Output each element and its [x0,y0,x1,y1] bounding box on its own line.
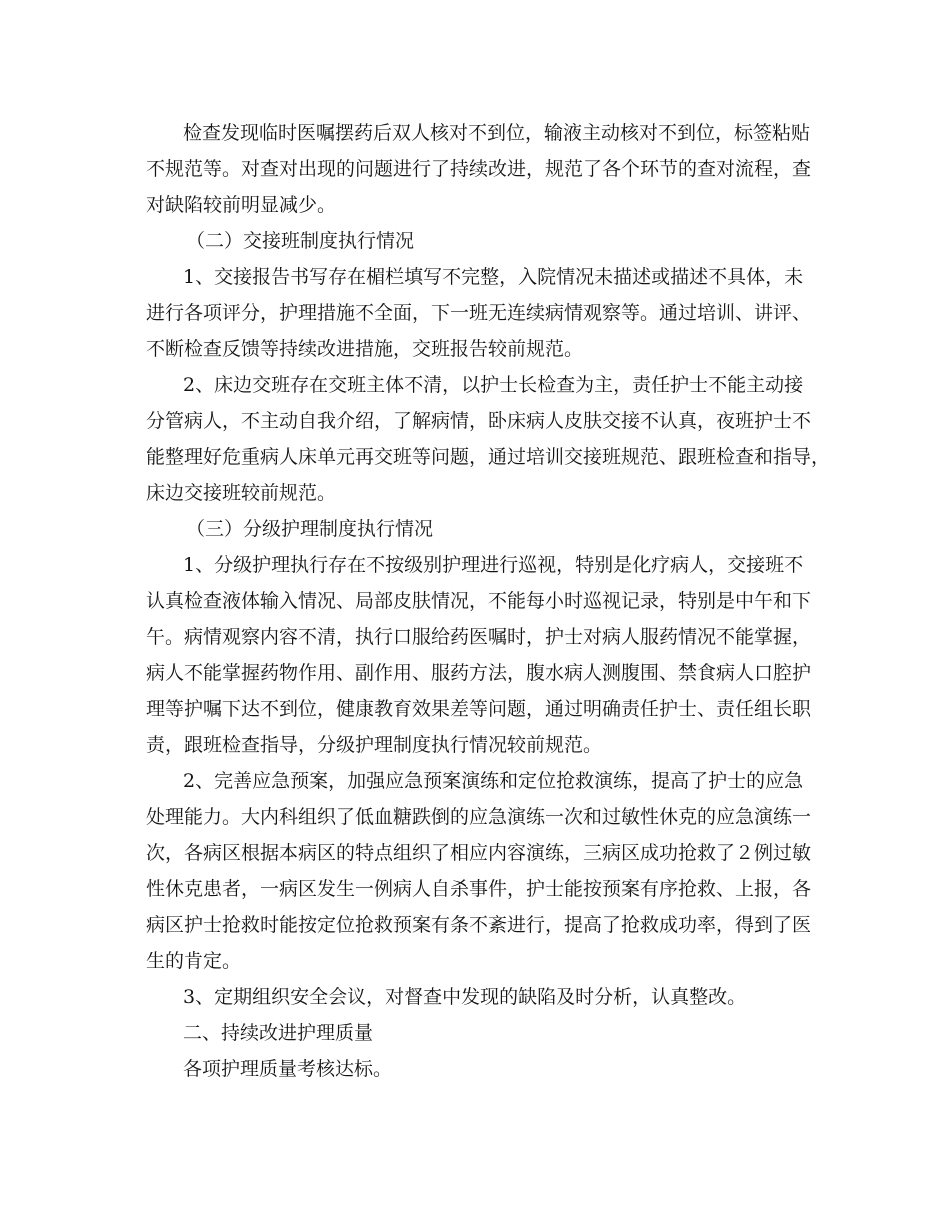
text-line: 床边交接班较前规范。 [146,482,337,504]
text-line: 生的肯定。 [146,950,242,972]
text-line: 午。病情观察内容不清，执行口服给药医嘱时，护士对病人服药情况不能掌握， [146,626,812,648]
text-line: 检查发现临时医嘱摆药后双人核对不到位，输液主动核对不到位，标签粘贴 [183,122,811,144]
text-line: 病人不能掌握药物作用、副作用、服药方法，腹水病人测腹围、禁食病人口腔护 [146,662,812,684]
text-line: 3、定期组织安全会议，对督查中发现的缺陷及时分析，认真整改。 [183,986,747,1008]
text-line: 病区护士抢救时能按定位抢救预案有条不紊进行，提高了抢救成功率，得到了医 [146,914,812,936]
text-line: 2、完善应急预案，加强应急预案演练和定位抢救演练，提高了护士的应急 [183,770,804,792]
text-line: 认真检查液体输入情况、局部皮肤情况，不能每小时巡视记录，特别是中午和下 [146,590,812,612]
text-line: 责，跟班检查指导，分级护理制度执行情况较前规范。 [146,734,603,756]
text-line: 不规范等。对查对出现的问题进行了持续改进，规范了各个环节的查对流程，查 [146,158,812,180]
text-line: 不断检查反馈等持续改进措施，交班报告较前规范。 [146,338,584,360]
text-line: 性休克患者，一病区发生一例病人自杀事件，护士能按预案有序抢救、上报，各 [146,878,812,900]
section-heading: 二、持续改进护理质量 [183,1022,374,1044]
text-line: 2、床边交班存在交班主体不清，以护士长检查为主，责任护士不能主动接 [183,374,804,396]
text-line: 能整理好危重病人床单元再交班等问题，通过培训交接班规范、跟班检查和指导， [146,446,831,468]
section-heading: （二）交接班制度执行情况 [186,230,415,252]
text-line: 各项护理质量考核达标。 [183,1058,393,1080]
section-heading: （三）分级护理制度执行情况 [186,518,434,540]
text-line: 分管病人，不主动自我介绍，了解病情，卧床病人皮肤交接不认真，夜班护士不 [146,410,812,432]
text-line: 1、分级护理执行存在不按级别护理进行巡视，特别是化疗病人，交接班不 [183,554,804,576]
text-line: 理等护嘱下达不到位，健康教育效果差等问题，通过明确责任护士、责任组长职 [146,698,812,720]
text-line: 处理能力。大内科组织了低血糖跌倒的应急演练一次和过敏性休克的应急演练一 [146,806,812,828]
text-line: 对缺陷较前明显减少。 [146,194,337,216]
text-line: 次，各病区根据本病区的特点组织了相应内容演练，三病区成功抢救了２例过敏 [146,842,812,864]
text-line: 进行各项评分，护理措施不全面，下一班无连续病情观察等。通过培训、讲评、 [146,302,812,324]
text-line: 1、交接报告书写存在楣栏填写不完整，入院情况未描述或描述不具体，未 [183,266,804,288]
